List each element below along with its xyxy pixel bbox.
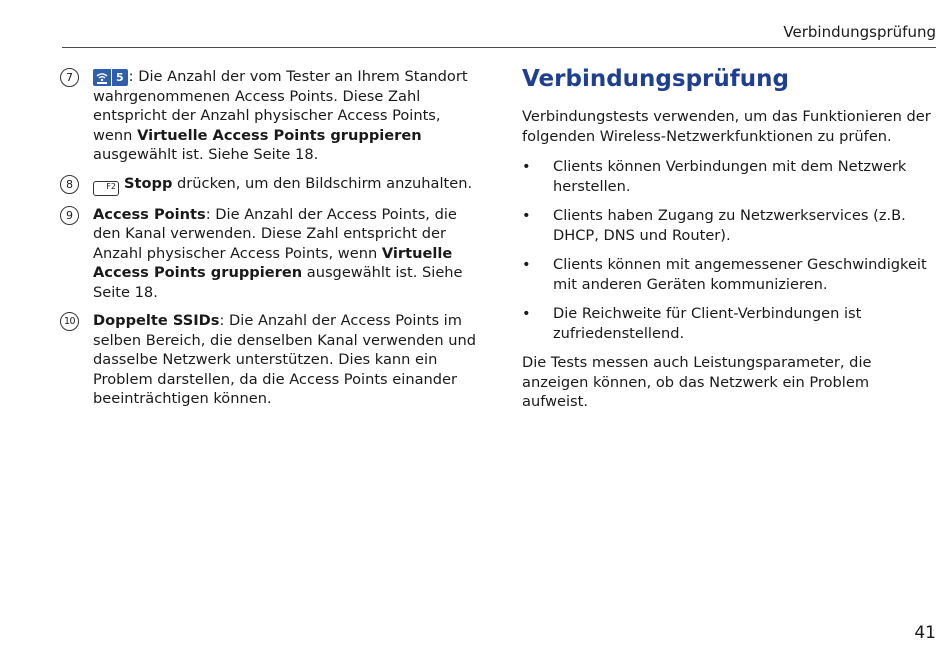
list-item-text: Clients können Verbindungen mit dem Netzwerk herstellen. <box>553 158 907 195</box>
f2-key-icon: F2 <box>93 181 119 196</box>
callout-item-10 <box>60 311 480 409</box>
bullet-icon: • <box>522 305 531 322</box>
callout-text <box>93 174 480 196</box>
callout-bold-term: Access Points <box>93 205 206 223</box>
callout-number: 10 <box>60 312 79 331</box>
list-item <box>522 255 937 294</box>
callout-item-8 <box>60 174 480 196</box>
section-title: Verbindungsprüfung <box>522 66 789 92</box>
access-point-symbol-icon <box>93 69 111 86</box>
callout-text-part: ausgewählt ist. Siehe Seite 18. <box>93 146 319 163</box>
list-item-text: Clients können mit angemessener Geschwindigkeit mit anderen Geräten kommunizieren. <box>553 256 927 293</box>
callout-item-7 <box>60 67 480 165</box>
list-item <box>522 206 937 245</box>
callout-number: 8 <box>60 175 79 194</box>
list-item <box>522 157 937 196</box>
callout-text-part: drücken, um den Bildschirm anzuhalten. <box>172 174 473 192</box>
page-number: 41 <box>914 623 936 643</box>
callout-bold-term: Virtuelle Access Points gruppieren <box>93 244 453 281</box>
access-point-icon <box>93 69 128 86</box>
callout-item-9 <box>60 205 480 303</box>
callout-bold-term: Virtuelle Access Points gruppieren <box>137 126 422 144</box>
callout-text <box>93 311 480 409</box>
callout-text <box>93 205 480 303</box>
running-header: Verbindungsprüfung <box>783 23 936 41</box>
callout-text-part: : Die Anzahl der vom Tester an Ihrem Standort wahrgenommenen Access Points. Diese Zahl entspricht der Anzahl physischer Access Points, wenn <box>93 68 468 144</box>
callout-text-part: : Die Anzahl der Access Points, die den Kanal verwenden. Diese Zahl entspricht der Anzahl physischer Access Points, wenn <box>93 205 457 262</box>
callout-bold-term: Doppelte SSIDs <box>93 312 220 329</box>
list-item-text: Die Reichweite für Client-Verbindungen ist zufriedenstellend. <box>553 305 862 342</box>
bullet-icon: • <box>522 158 531 175</box>
header-rule <box>62 47 936 48</box>
callout-text-part: ausgewählt ist. Siehe Seite 18. <box>93 264 463 301</box>
bullet-icon: • <box>522 256 531 273</box>
callout-list <box>60 67 480 418</box>
section-content <box>522 64 937 423</box>
list-item-text: Clients haben Zugang zu Netzwerkservices (z.B. DHCP, DNS und Router). <box>553 207 906 244</box>
intro-paragraph: Verbindungstests verwenden, um das Funktionieren der folgenden Wireless-Netzwerkfunktionen zu prüfen. <box>522 108 931 145</box>
callout-text <box>93 67 480 165</box>
list-item <box>522 304 937 343</box>
bullet-list <box>522 157 937 343</box>
callout-text-part: : Die Anzahl der Access Points im selben Bereich, die denselben Kanal verwenden und dasselbe Netzwerk unterstützen. Dies kann ein Problem darstellen, da die Access Points einander beeinträchtigen können. <box>93 312 477 407</box>
callout-number: 9 <box>60 206 79 225</box>
callout-number: 7 <box>60 68 79 87</box>
outro-paragraph: Die Tests messen auch Leistungsparameter, die anzeigen können, ob das Netzwerk ein Problem aufweist. <box>522 354 872 410</box>
access-point-count: 5 <box>111 69 128 86</box>
bullet-icon: • <box>522 207 531 224</box>
callout-bold-term: Stopp <box>124 174 173 192</box>
